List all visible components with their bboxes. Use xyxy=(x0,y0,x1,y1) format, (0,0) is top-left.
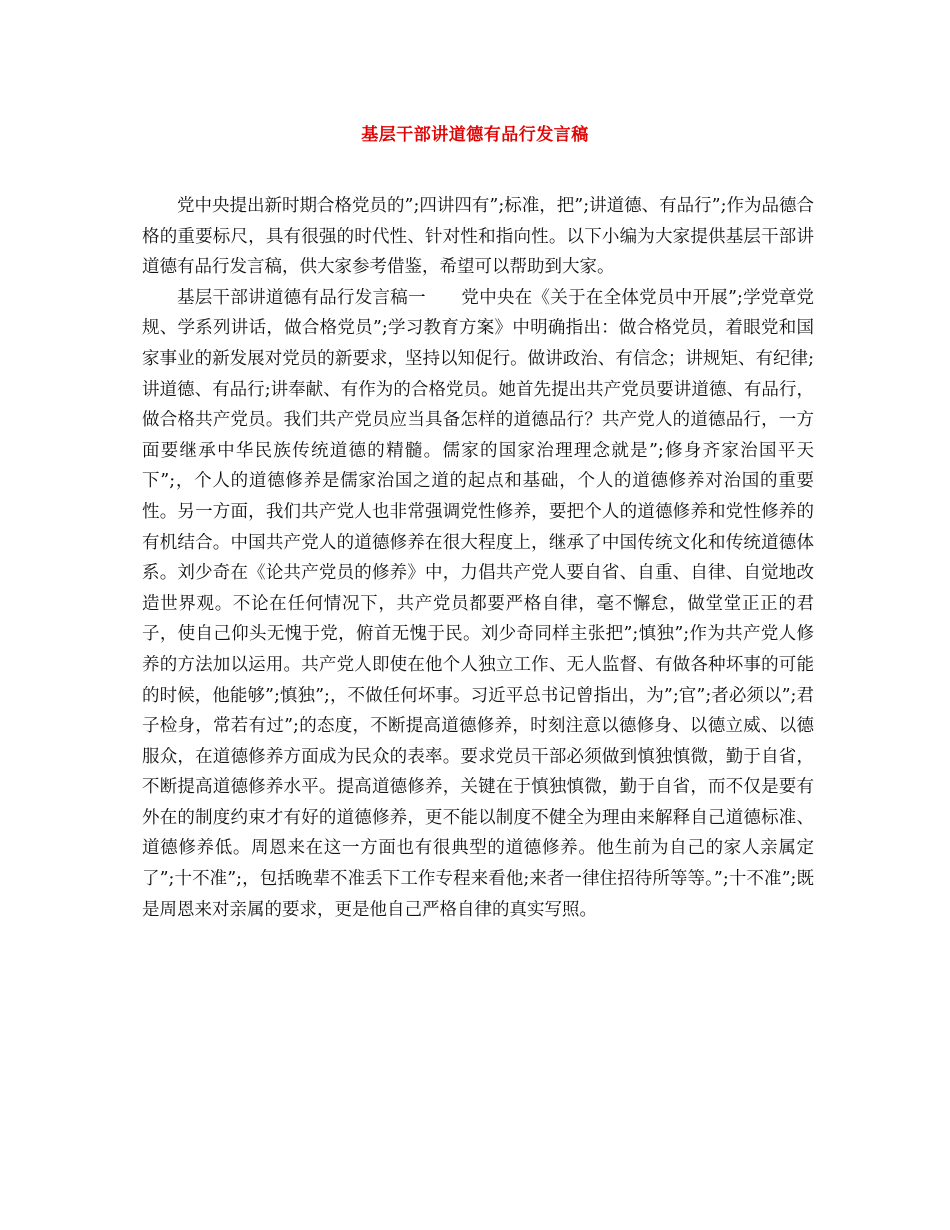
speech-paragraph: 基层干部讲道德有品行发言稿一 党中央在《关于在全体党员中开展”;学党章党规、学系列讲话，做合格党员”;学习教育方案》中明确指出：做合格党员，着眼党和国家事业的新发展对党员的新要求，坚持以知促行。做讲政治、有信念；讲规矩、有纪律;讲道德、有品行;讲奉献、有作为的合格党员。她首先提出共产党员要讲道德、有品行，做合格共产党员。我们共产党员应当具备怎样的道德品行？共产党人的道德品行，一方面要继承中华民族传统道德的精髓。儒家的国家治理理念就是”;修身齐家治国平天下”;，个人的道德修养是儒家治国之道的起点和基础，个人的道德修养对治国的重要性。另一方面，我们共产党人也非常强调党性修养，要把个人的道德修养和党性修养的有机结合。中国共产党人的道德修养在很大程度上，继承了中国传统文化和传统道德体系。刘少奇在《论共产党员的修养》中，力倡共产党人要自省、自重、自律、自觉地改造世界观。不论在任何情况下，共产党员都要严格自律，毫不懈怠，做堂堂正正的君子，使自己仰头无愧于党，俯首无愧于民。刘少奇同样主张把”;慎独”;作为共产党人修养的方法加以运用。共产党人即使在他个人独立工作、无人监督、有做各种坏事的可能的时候，他能够”;慎独”;，不做任何坏事。习近平总书记曾指出，为”;官”;者必须以”;君子检身，常若有过”;的态度，不断提高道德修养，时刻注意以德修身、以德立威、以德服众，在道德修养方面成为民众的表率。要求党员干部必须做到慎独慎微，勤于自省，不断提高道德修养水平。提高道德修养，关键在于慎独慎微，勤于自省，而不仅是要有外在的制度约束才有好的道德修养，更不能以制度不健全为理由来解释自己道德标准、道德修养低。周恩来在这一方面也有很典型的道德修养。他生前为自己的家人亲属定了”;十不准”;，包括晚辈不准丢下工作专程来看他;来者一律住招待所等等。”;十不准”;既是周恩来对亲属的要求，更是他自己严格自律的真实写照。 xyxy=(142,287,814,920)
document-body xyxy=(142,191,814,925)
intro-paragraph: 党中央提出新时期合格党员的”;四讲四有”;标准，把”;讲道德、有品行”;作为品德合格的重要标尺，具有很强的时代性、针对性和指向性。以下小编为大家提供基层干部讲道德有品行发言稿，供大家参考借鉴，希望可以帮助到大家。 xyxy=(142,196,814,278)
document-title: 基层干部讲道德有品行发言稿 xyxy=(361,125,589,145)
